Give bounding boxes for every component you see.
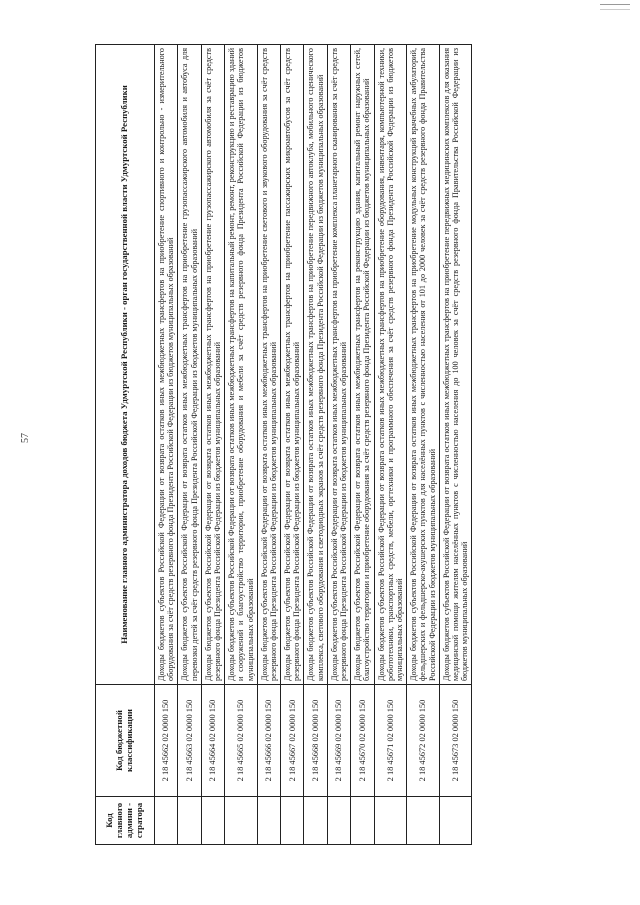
table-row bbox=[178, 45, 201, 845]
budget-code-cell: 2 18 45666 02 0000 150 bbox=[257, 685, 280, 797]
rotated-table-container bbox=[95, 45, 580, 845]
budget-code-cell: 2 18 45665 02 0000 150 bbox=[225, 685, 258, 797]
budget-code-cell: 2 18 45662 02 0000 150 bbox=[155, 685, 178, 797]
revenue-name-cell: Доходы бюджетов субъектов Российской Федерации от возврата остатков иных межбюджетных трансфертов на приобретение оборудования, инвентаря, компьютерной техники, робототехники, транспортных средств, мебели, оргтехники и программного обеспечения за счёт средств резервного фонда Президента Российской Федерации из бюджетов муниципальных образований bbox=[374, 45, 407, 685]
admin-cell bbox=[407, 797, 440, 845]
table-row bbox=[225, 45, 258, 845]
table-row bbox=[155, 45, 178, 845]
admin-cell bbox=[327, 797, 350, 845]
table-row bbox=[327, 45, 350, 845]
admin-cell bbox=[374, 797, 407, 845]
admin-cell bbox=[155, 797, 178, 845]
budget-code-cell: 2 18 45671 02 0000 150 bbox=[374, 685, 407, 797]
admin-cell bbox=[257, 797, 280, 845]
admin-cell bbox=[304, 797, 327, 845]
revenue-name-cell: Доходы бюджетов субъектов Российской Федерации от возврата остатков иных межбюджетных трансфертов на приобретение комплекса планетарного сканирования за счёт средств резервного фонда Президента Российской Федерации из бюджетов муниципальных образований bbox=[327, 45, 350, 685]
revenue-name-cell: Доходы бюджетов субъектов Российской Федерации от возврата остатков иных межбюджетных трансфертов на капитальный ремонт, ремонт, реконструкцию и реставрацию зданий и сооружений и благоустройство территории, приобретение оборудования и мебели за счёт средств резервного фонда Президента Российской Федерации из бюджетов муниципальных образований bbox=[225, 45, 258, 685]
budget-code-cell: 2 18 45663 02 0000 150 bbox=[178, 685, 201, 797]
admin-cell bbox=[201, 797, 224, 845]
budget-code-cell: 2 18 45670 02 0000 150 bbox=[351, 685, 374, 797]
table-row bbox=[407, 45, 440, 845]
table-row bbox=[257, 45, 280, 845]
budget-code-cell: 2 18 45664 02 0000 150 bbox=[201, 685, 224, 797]
revenue-name-cell: Доходы бюджетов субъектов Российской Федерации от возврата остатков иных межбюджетных трансфертов на приобретение пассажирских микроавтобусов за счёт средств резервного фонда Президента Российской Федерации из бюджетов муниципальных образований bbox=[281, 45, 304, 685]
budget-code-cell: 2 18 45672 02 0000 150 bbox=[407, 685, 440, 797]
table-row bbox=[281, 45, 304, 845]
admin-cell bbox=[225, 797, 258, 845]
admin-cell bbox=[439, 797, 472, 845]
revenue-codes-table bbox=[95, 44, 472, 845]
page-number: 57 bbox=[20, 433, 31, 443]
table-row bbox=[351, 45, 374, 845]
header-budget-code: Код бюджетной классификации bbox=[96, 685, 155, 797]
admin-cell bbox=[351, 797, 374, 845]
revenue-name-cell: Доходы бюджетов субъектов Российской Федерации от возврата остатков иных межбюджетных трансфертов на реконструкцию здания, капитальный ремонт наружных сетей, благоустройство территории и приобретение оборудования за счёт средств резервного фонда Президента Российской Федерации из бюджетов муниципальных образований bbox=[351, 45, 374, 685]
table-row bbox=[439, 45, 472, 845]
revenue-name-cell: Доходы бюджетов субъектов Российской Федерации от возврата остатков иных межбюджетных трансфертов на приобретение передвижных медицинских комплексов для оказания медицинской помощи жителям населённых пунктов с численностью населения до 100 человек за счёт средств резервного фонда Правительства Российской Федерации из бюджетов муниципальных образований bbox=[439, 45, 472, 685]
revenue-name-cell: Доходы бюджетов субъектов Российской Федерации от возврата остатков иных межбюджетных трансфертов на приобретение передвижного автоклуба, мобильного сценического комплекса, светового оборудования и светодиодных экранов за счёт средств резервного фонда Президента Российской Федерации из бюджетов муниципальных образований bbox=[304, 45, 327, 685]
table-body bbox=[155, 45, 472, 845]
budget-code-cell: 2 18 45668 02 0000 150 bbox=[304, 685, 327, 797]
header-admin-code: Код главного админи - стратора bbox=[96, 797, 155, 845]
table-row bbox=[374, 45, 407, 845]
table-row bbox=[304, 45, 327, 845]
revenue-name-cell: Доходы бюджетов субъектов Российской Федерации от возврата остатков иных межбюджетных трансфертов на приобретение модульных конструкций врачебных амбулаторий, фельдшерских и фельдшерско-акушерских пунктов для населённых пунктов с численностью населения от 101 до 2000 человек за счёт средств резервного фонда Правительства Российской Федерации из бюджетов муниципальных образований bbox=[407, 45, 440, 685]
revenue-name-cell: Доходы бюджетов субъектов Российской Федерации от возврата остатков иных межбюджетных трансфертов на приобретение светового и звукового оборудования за счёт средств резервного фонда Президента Российской Федерации из бюджетов муниципальных образований bbox=[257, 45, 280, 685]
budget-code-cell: 2 18 45673 02 0000 150 bbox=[439, 685, 472, 797]
revenue-name-cell: Доходы бюджетов субъектов Российской Федерации от возврата остатков иных межбюджетных трансфертов на приобретение грузопассажирского автомобиля и автобуса для перевозки детей за счёт средств резервного фонда Президента Российской Федерации из бюджетов муниципальных образований bbox=[178, 45, 201, 685]
budget-code-cell: 2 18 45667 02 0000 150 bbox=[281, 685, 304, 797]
table-row bbox=[201, 45, 224, 845]
table-header-row bbox=[96, 45, 155, 845]
budget-code-cell: 2 18 45669 02 0000 150 bbox=[327, 685, 350, 797]
header-revenue-name: Наименование главного администратора доходов бюджета Удмуртской Республики - орган государственной власти Удмуртской Республики bbox=[96, 45, 155, 685]
revenue-name-cell: Доходы бюджетов субъектов Российской Федерации от возврата остатков иных межбюджетных трансфертов на приобретение грузопассажирского автомобиля за счёт средств резервного фонда Президента Российской Федерации из бюджетов муниципальных образований bbox=[201, 45, 224, 685]
revenue-name-cell: Доходы бюджетов субъектов Российской Федерации от возврата остатков иных межбюджетных трансфертов на приобретение спортивного и контрольно - измерительного оборудования за счёт средств резервного фонда Президента Российской Федерации из бюджетов муниципальных образований bbox=[155, 45, 178, 685]
admin-cell bbox=[178, 797, 201, 845]
admin-cell bbox=[281, 797, 304, 845]
scan-artifact bbox=[600, 4, 630, 10]
